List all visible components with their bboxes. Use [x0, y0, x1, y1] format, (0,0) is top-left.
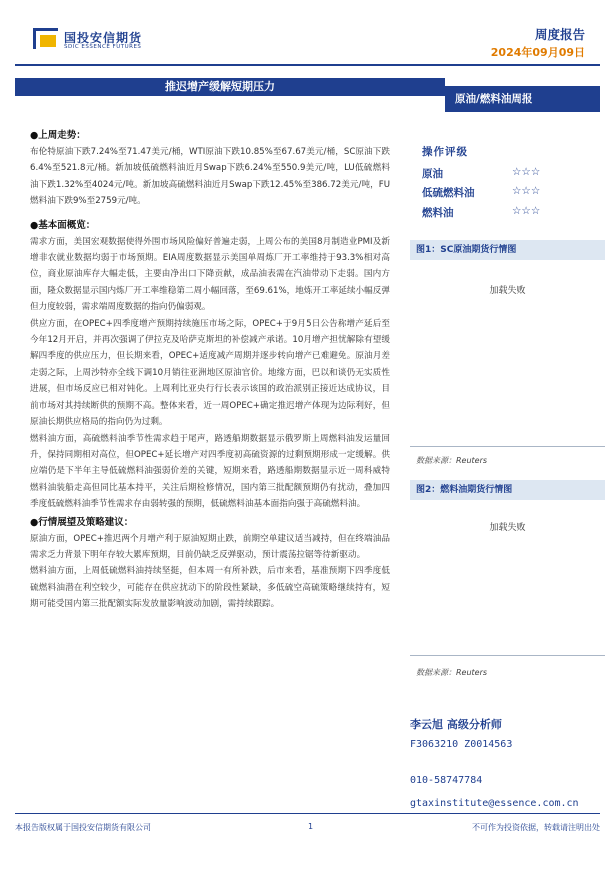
star-rating: ☆☆☆ [512, 205, 541, 217]
star-rating: ☆☆☆ [512, 166, 541, 178]
rating-row-fuel-oil [422, 205, 541, 220]
category-bar [445, 86, 600, 112]
rating-row-low-sulfur [422, 185, 541, 200]
figure-1-image-placeholder: 加载失败 [489, 286, 526, 296]
figure-1-bottom-rule [410, 446, 605, 447]
paragraph-supply: 供应方面，在OPEC+四季度增产预期持续施压市场之际，OPEC+于9月5日公告称增产延后至今年12月开启，并再次强调了伊拉克及哈萨克斯坦的补偿减产承诺。10月增产担忧解除有望缓解四季度的供应压力，但长期来看，OPEC+适度减产周期并逐步转向增产已难避免。原油月差走弱之际，上周沙特亦全线下调10月销往亚洲地区原油官价。地缘方面，巴以和谈仍无实质性进展，但市场反应已相对钝化。上周利比亚央行行长表示该国的政治派别正接近达成协议，目前市场对其持续断供的预期不高。整体来看，近一周OPEC+确定推迟增产体现为边际利好，但原油长期供应格局的指向仍为过剩。 [30, 318, 390, 428]
paragraph-fuel-outlook: 燃料油方面，上周低硫燃料油持续坚挺，但本周一有所补跌，后市来看，基准预期下四季度低硫燃料油潜在利空较少，可能存在供应扰动下的阶段性紧缺，多低硫空高硫策略继续持有，短期可能受国内第三批配额实际发放量影响波动加剧，需持续跟踪。 [30, 566, 390, 610]
section-heading-outlook: ●行情展望及策略建议： [30, 516, 134, 528]
star-rating: ☆☆☆ [512, 185, 541, 197]
rating-label: 燃料油 [422, 207, 454, 219]
company-name-en: SDIC ESSENCE FUTURES [64, 44, 142, 50]
footer-divider [15, 813, 600, 814]
section-heading-last-week: ●上周走势： [30, 130, 86, 141]
page-number: 1 [308, 822, 314, 831]
section-heading-fundamentals: ●基本面概览： [30, 219, 96, 231]
header-divider [15, 64, 600, 66]
figure-1-caption: 图1：SC原油期货行情图 [416, 245, 517, 255]
analyst-license: F3063210 Z0014563 [410, 739, 513, 750]
analyst-name: 李云旭 高级分析师 [410, 718, 502, 731]
paragraph-demand: 需求方面，美国宏观数据使得外围市场风险偏好普遍走弱，上周公布的美国8月制造业PMI及新增非农就业数据均弱于市场预期。EIA周度数据显示美国单周炼厂开工率维持于93.3%相对高位，商业原油库存大幅走低，主要由净出口下降贡献，成品油表需在汽油带动下走弱。国内方面，隆众数据显示国内炼厂开工率维稳第二周小幅回落，至69.61%，地炼开工率延续小幅反弹但力度较弱，需求端周度数据的指向仍偏弱观。 [30, 236, 390, 313]
company-logo [33, 28, 59, 50]
main-body [30, 128, 390, 613]
page-header [0, 0, 615, 90]
report-title: 推迟增产缓解短期压力 [165, 80, 275, 93]
paragraph-fuel-oil: 燃料油方面，高硫燃料油季节性需求趋于尾声，路透船期数据显示俄罗斯上周燃料油发运量回升，保持同期相对高位，但OPEC+延长增产对四季度初高硫资源的过剩预期形成一定缓解。供应端仍是下半年主导低硫燃料油强弱价差的关键，短期来看，路透船期数据显示近一周科威特燃料油装船走高但同比基本持平，关注后期检修情况，国内第三批配额预期仍有扰动，叠加四季度低硫燃料油季节性需求存由弱转强的预期，低硫燃料油基本面指向强于高硫燃料油。 [30, 433, 390, 510]
rating-label: 低硫燃料油 [422, 187, 475, 199]
report-date: 2024年09月09日 [490, 46, 585, 59]
title-bar [15, 78, 445, 96]
figure-2-source: 数据来源：Reuters [416, 668, 488, 677]
analyst-email: gtaxinstitute@essence.com.cn [410, 798, 579, 809]
report-type: 周度报告 [534, 27, 585, 42]
figure-2-image-placeholder: 加载失败 [489, 523, 526, 533]
figure-2-caption: 图2：燃料油期货行情图 [416, 485, 513, 495]
paragraph-crude-outlook: 原油方面，OPEC+推迟两个月增产利于原油短期止跌，前期空单建议适当减持，但在终端油品需求乏力背景下明年存较大累库预期，目前仍缺乏反弹驱动，预计震荡拉锯等待新驱动。 [30, 533, 390, 560]
figure-1-source: 数据来源：Reuters [416, 456, 488, 465]
rating-label: 原油 [422, 168, 443, 180]
figure-2-bottom-rule [410, 655, 605, 656]
analyst-phone: 010-58747784 [410, 775, 483, 786]
footer-copyright: 本报告版权属于国投安信期货有限公司 [15, 823, 151, 832]
footer-disclaimer: 不可作为投资依据，转载请注明出处 [472, 823, 600, 832]
rating-row-crude [422, 166, 541, 181]
report-category: 原油/燃料油周报 [455, 93, 533, 105]
company-name-cn: 国投安信期货 [64, 31, 143, 45]
figure-1-title [410, 240, 605, 260]
paragraph-last-week: 布伦特原油下跌7.24%至71.47美元/桶，WTI原油下跌10.85%至67.67美元/桶，SC原油下跌6.4%至521.8元/桶。新加坡低硫燃料油近月Swap下跌6.24%至550.9美元/吨，LU低硫燃料油下跌1.32%至4024元/吨。新加坡高硫燃料油近月Swap下跌12.45%至386.72美元/吨，FU燃料油下跌9%至2759元/吨。 [30, 147, 390, 207]
rating-title: 操作评级 [422, 146, 468, 158]
figure-2-title [410, 480, 605, 500]
